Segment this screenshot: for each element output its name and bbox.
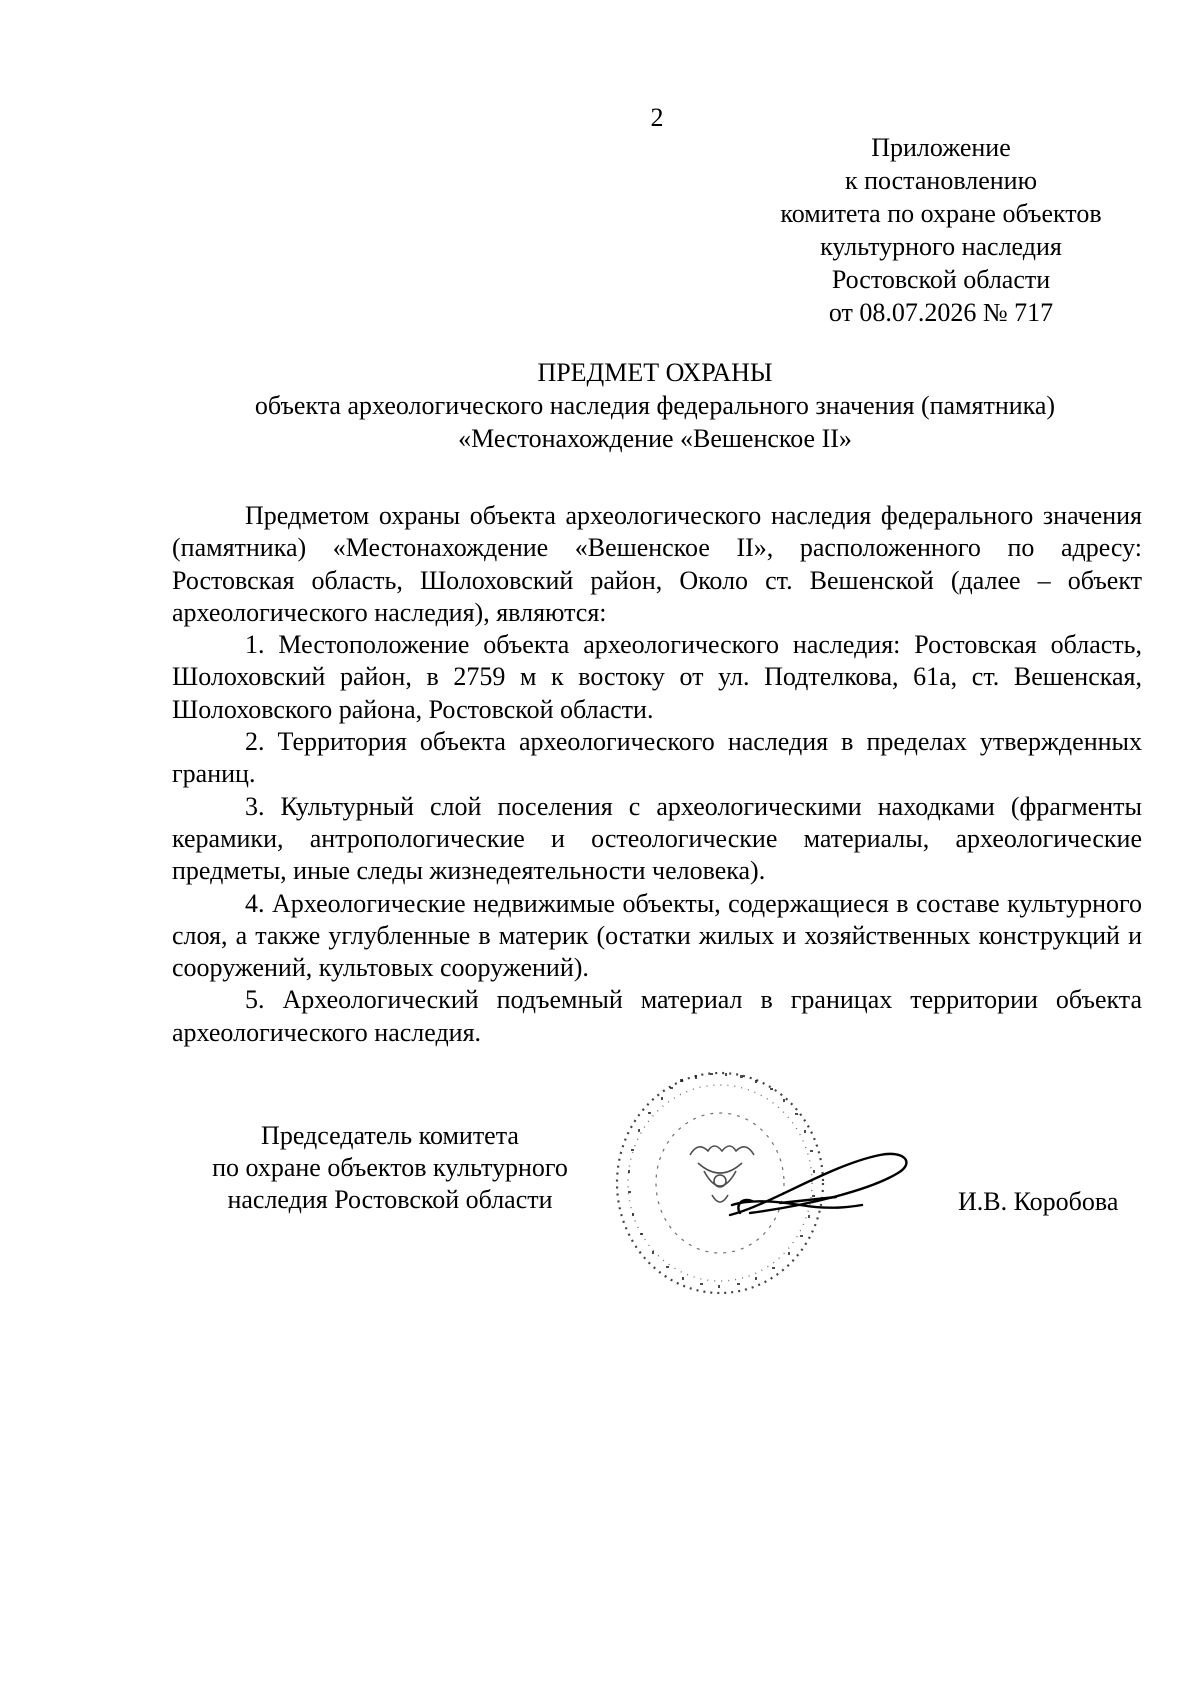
body-paragraph-item-3: 3. Культурный слой поселения с археологическими находками (фрагменты керамики, антропологические и остеологические материалы, археологические предметы, иные следы жизнедеятельности человека). — [172, 791, 1142, 886]
page-number: 2 — [650, 103, 664, 132]
body-paragraph-item-5: 5. Археологический подъемный материал в границах территории объекта археологического наследия. — [172, 985, 1142, 1047]
appendix-line: к постановлению — [844, 166, 1038, 195]
signatory-position-line: наследия Ростовской области — [227, 1185, 553, 1214]
title-subheading: объекта археологического наследия федерального значения (памятника) — [254, 391, 1056, 420]
appendix-line: Приложение — [871, 133, 1011, 162]
body-paragraph-item-4: 4. Археологические недвижимые объекты, содержащиеся в составе культурного слоя, а также углубленные в материк (остатки жилых и хозяйственных конструкций и сооружений, культовых сооружений). — [172, 888, 1142, 983]
body-paragraph-intro: Предметом охраны объекта археологического наследия федерального значения (памятника) «Местонахождение «Вешенское II», расположенного по адресу: Ростовская область, Шолоховский район, Около ст. Вешенской (далее – объект археологического наследия), являются: — [172, 501, 1142, 627]
document-title — [170, 356, 1140, 455]
title-heading: ПРЕДМЕТ ОХРАНЫ — [537, 358, 773, 387]
title-object-name: «Местонахождение «Вешенское II» — [458, 424, 852, 453]
official-seal-icon — [600, 1055, 960, 1315]
appendix-line: Ростовской области — [831, 265, 1051, 294]
document-body — [172, 500, 1142, 1049]
appendix-line: культурного наследия — [820, 232, 1062, 261]
body-paragraph-item-2: 2. Территория объекта археологического наследия в пределах утвержденных границ. — [172, 727, 1142, 789]
appendix-date-number: от 08.07.2026 № 717 — [828, 298, 1054, 327]
body-paragraph-item-1: 1. Местоположение объекта археологического наследия: Ростовская область, Шолоховский район, в 2759 м к востоку от ул. Подтелкова, 61а, ст. Вешенская, Шолоховского района, Ростовской области. — [172, 630, 1142, 724]
appendix-block — [760, 131, 1122, 329]
appendix-line: комитета по охране объектов — [780, 199, 1102, 228]
signatory-position — [180, 1120, 600, 1216]
signatory-position-line: Председатель комитета — [261, 1121, 519, 1150]
signatory-position-line: по охране объектов культурного — [212, 1153, 568, 1182]
signatory-name: И.В. Коробова — [958, 1187, 1119, 1216]
